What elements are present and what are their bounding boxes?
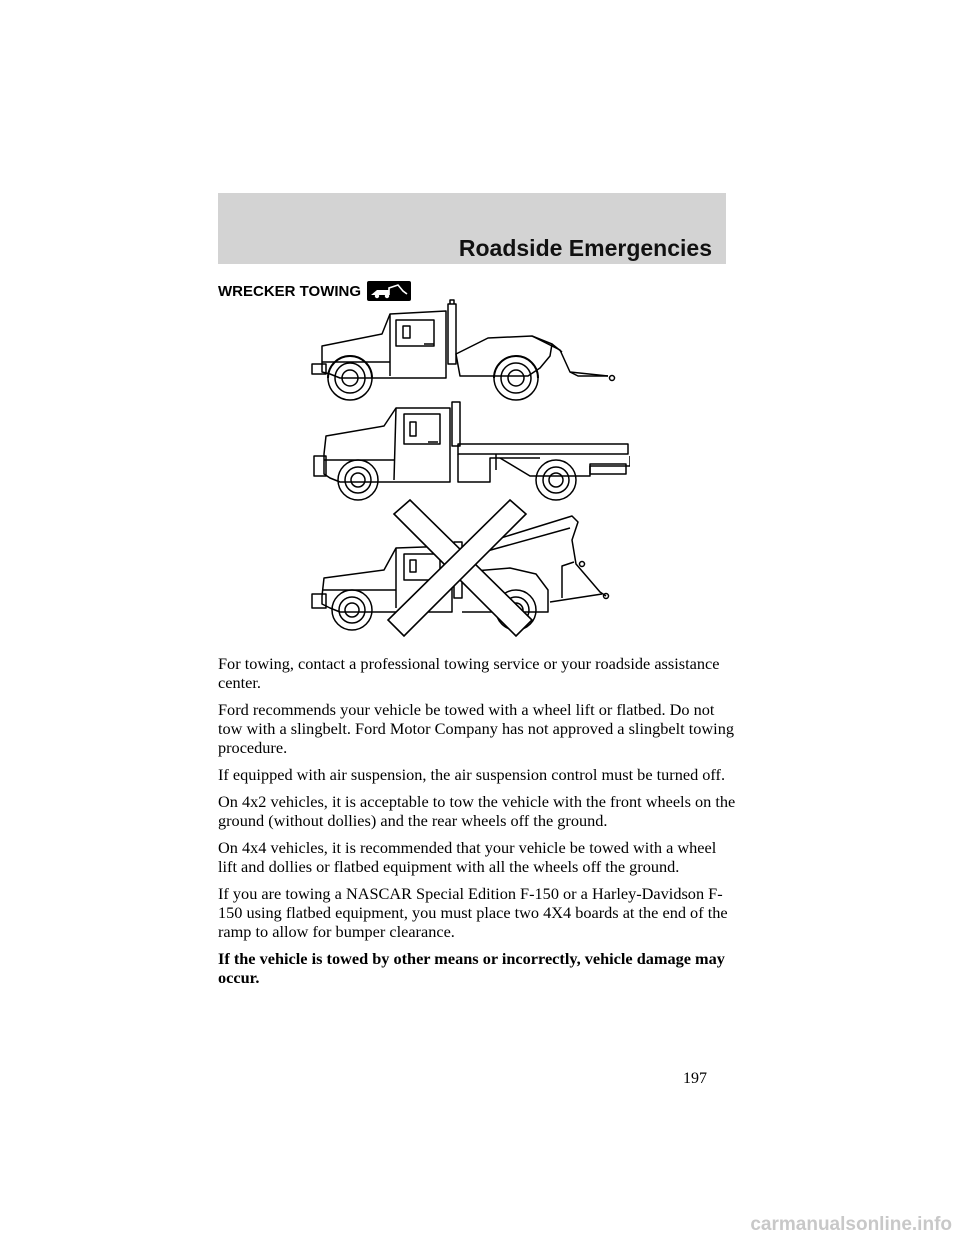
flatbed-figure <box>314 402 630 500</box>
paragraph: On 4x2 vehicles, it is acceptable to tow the vehicle with the front wheels on the ground (without dollies) and the rear wheels off the ground. <box>218 792 736 830</box>
body-text <box>218 654 738 995</box>
towing-illustrations <box>300 296 630 642</box>
watermark: carmanualsonline.info <box>750 1214 952 1235</box>
paragraph: Ford recommends your vehicle be towed with a wheel lift or flatbed. Do not tow with a slingbelt. Ford Motor Company has not approved a slingbelt towing procedure. <box>218 700 734 757</box>
heading-title: WRECKER TOWING <box>218 282 362 300</box>
paragraph: For towing, contact a professional towing service or your roadside assistance center. <box>218 654 720 692</box>
paragraph: If you are towing a NASCAR Special Edition F-150 or a Harley-Davidson F-150 using flatbed equipment, you must place two 4X4 boards at the end of the ramp to allow for bumper clearance. <box>218 884 728 941</box>
section-header <box>218 193 726 264</box>
paragraph: If equipped with air suspension, the air suspension control must be turned off. <box>218 765 726 784</box>
wheel-lift-figure <box>312 300 615 400</box>
paragraph: On 4x4 vehicles, it is recommended that your vehicle be towed with a wheel lift and dollies or flatbed equipment with all the wheels off the ground. <box>218 838 717 876</box>
section-title: Roadside Emergencies <box>458 235 712 261</box>
warning-text: If the vehicle is towed by other means or incorrectly, vehicle damage may occur. <box>218 949 725 987</box>
page-number: 197 <box>683 1070 707 1087</box>
